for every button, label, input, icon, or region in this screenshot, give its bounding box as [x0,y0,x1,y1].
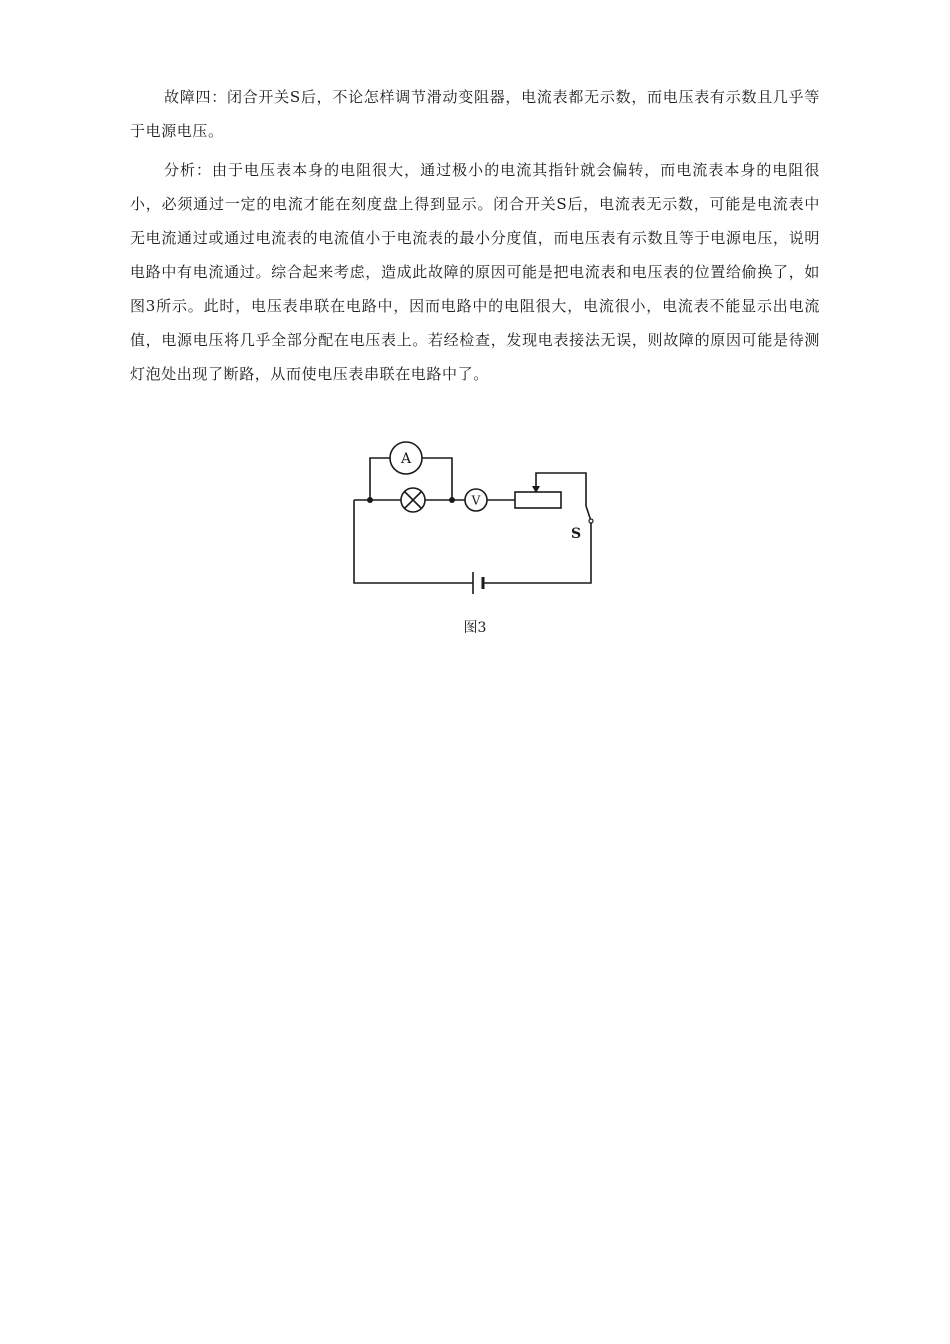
switch-icon [571,506,593,542]
paragraph-analysis: 分析：由于电压表本身的电阻很大，通过极小的电流其指针就会偏转，而电流表本身的电阻很小，必须通过一定的电流才能在刻度盘上得到显示。闭合开关S后，电流表无示数，可能是电流表中无电流通过或通过电流表的电流值小于电流表的最小分度值，而电压表有示数且等于电源电压，说明电路中有电流通过。综合起来考虑，造成此故障的原因可能是把电流表和电压表的位置给偷换了，如图3所示。此时，电压表串联在电路中，因而电路中的电阻很大，电流很小，电流表不能显示出电流值，电源电压将几乎全部分配在电压表上。若经检查，发现电表接法无误，则故障的原因可能是待测灯泡处出现了断路，从而使电压表串联在电路中了。 [130,161,820,383]
svg-text:V: V [471,493,481,508]
svg-text:A: A [400,451,412,467]
voltmeter-icon [465,489,487,511]
paragraph-fault-four: 故障四：闭合开关S后，不论怎样调节滑动变阻器，电流表都无示数，而电压表有示数且几乎等于电源电压。 [130,88,820,140]
figure-caption: 图3 [463,620,487,636]
circuit-diagram [340,440,610,605]
junction-right [449,497,455,503]
rheostat-icon [515,486,561,508]
svg-text:S: S [570,526,582,542]
lamp-icon [401,488,425,512]
junction-left [367,497,373,503]
ammeter-icon [390,442,422,474]
battery-icon [473,572,483,594]
